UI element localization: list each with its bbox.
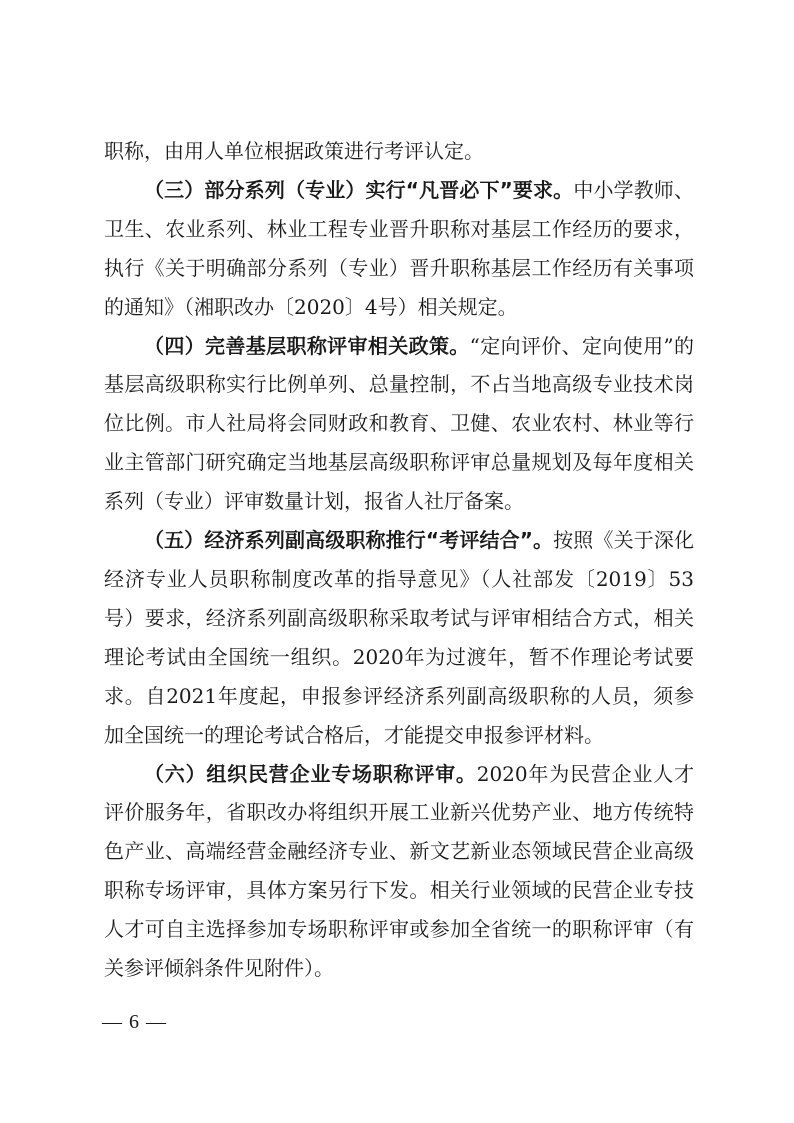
paragraph-section-6 [104, 755, 694, 988]
section-3-heading: （三）部分系列（专业）实行“凡晋必下”要求。 [144, 177, 574, 202]
paragraph-continuation [104, 132, 694, 171]
section-4-text: “定向评价、定向使用”的基层高级职称实行比例单列、总量控制，不占当地高级专业技术岗位比例。市人社局将会同财政和教育、卫健、农业农村、林业等行业主管部门研究确定当地基层高级职称评审总量规划及每年度相关系列（专业）评审数量计划，报省人社厅备案。 [104, 333, 695, 514]
paragraph-section-4 [104, 327, 694, 522]
section-3-text: 中小学教师、卫生、农业系列、林业工程专业晋升职称对基层工作经历的要求，执行《关于明确部分系列（专业）晋升职称基层工作经历有关事项的通知》（湘职改办〔2020〕4号）相关规定。 [104, 177, 694, 319]
paragraph-section-5 [104, 521, 694, 754]
paragraph-text: 职称，由用人单位根据政策进行考评认定。 [104, 139, 484, 163]
page-number: — 6 — [102, 1011, 167, 1033]
section-5-text: 按照《关于深化经济专业人员职称制度改革的指导意见》（人社部发〔2019〕53号）要求，经济系列副高级职称采取考试与评审相结合方式，相关理论考试由全国统一组织。2020年为过渡年，暂不作理论考试要求。自2021年度起，申报参评经济系列副高级职称的人员，须参加全国统一的理论考试合格后，才能提交申报参评材料。 [104, 528, 694, 747]
section-6-heading: （六）组织民营企业专场职称评审。 [144, 761, 477, 786]
section-4-heading: （四）完善基层职称评审相关政策。 [144, 333, 470, 358]
section-6-text: 2020年为民营企业人才评价服务年，省职改办将组织开展工业新兴优势产业、地方传统特色产业、高端经营金融经济专业、新文艺新业态领域民营企业高级职称专场评审，具体方案另行下发。相关行业领域的民营企业专技人才可自主选择参加专场职称评审或参加全省统一的职称评审（有关参评倾斜条件见附件）。 [104, 761, 694, 981]
section-5-heading: （五）经济系列副高级职称推行“考评结合”。 [144, 528, 554, 553]
document-body [104, 132, 694, 988]
paragraph-section-3 [104, 171, 694, 327]
